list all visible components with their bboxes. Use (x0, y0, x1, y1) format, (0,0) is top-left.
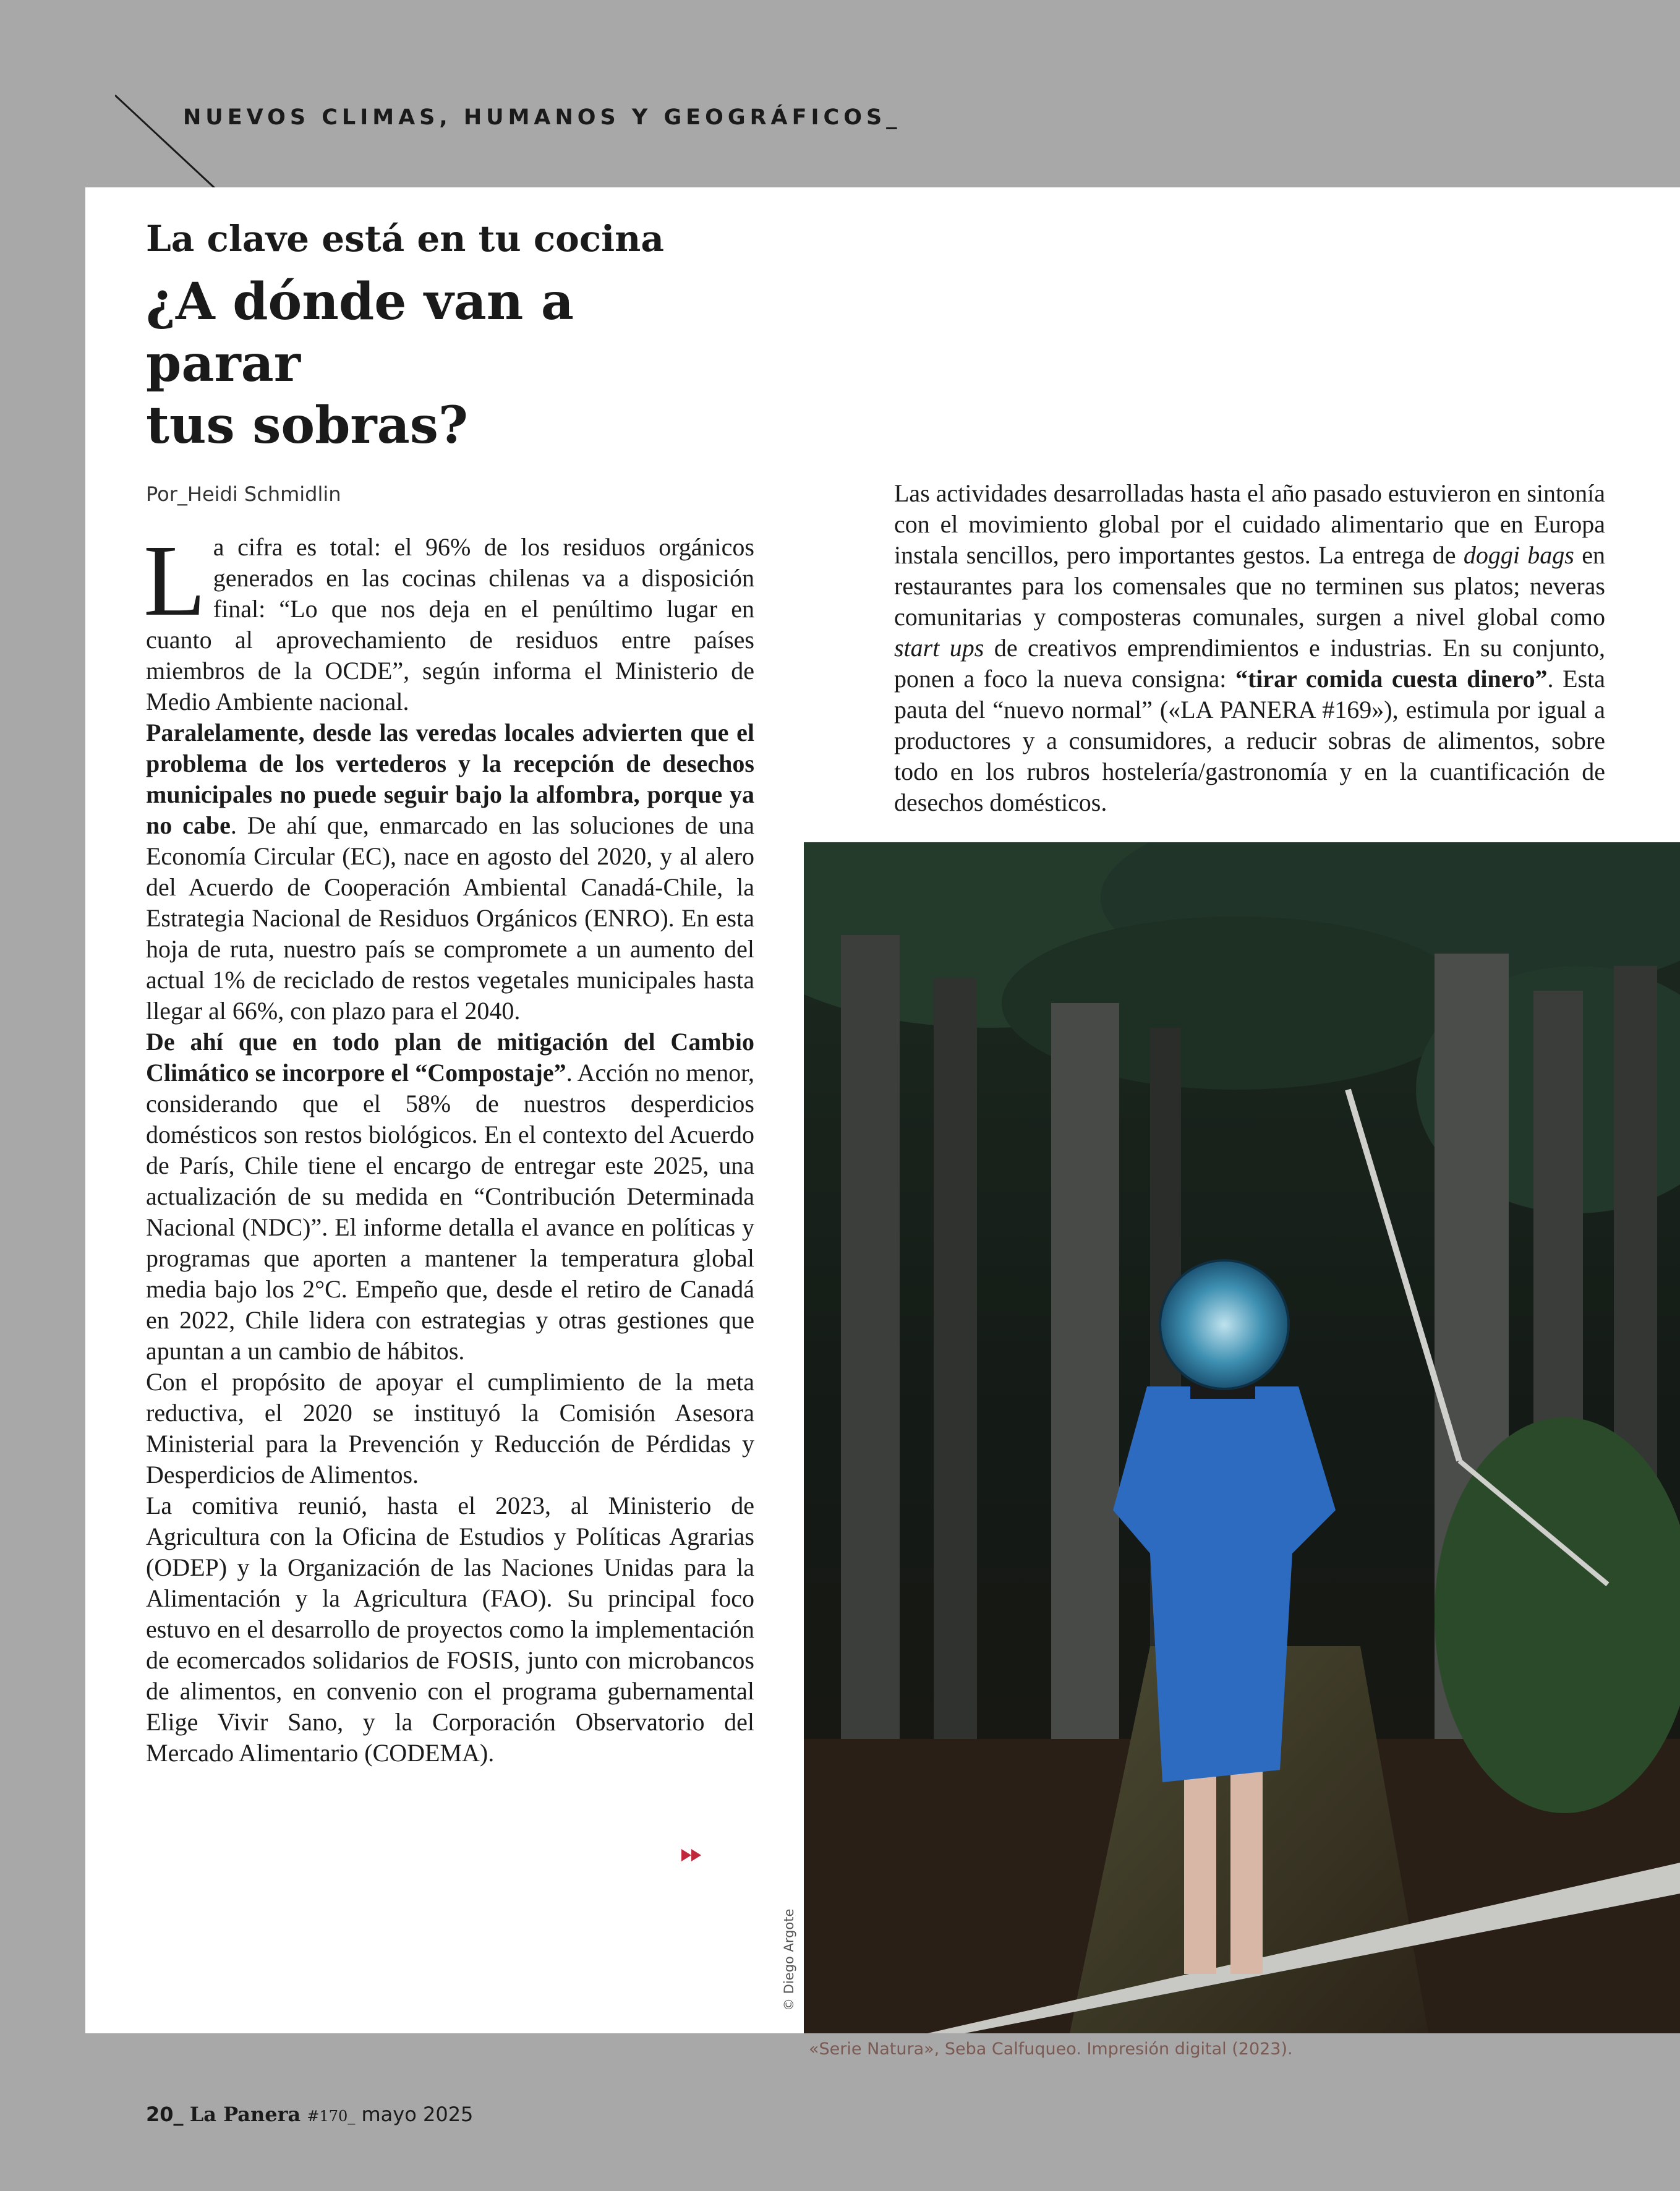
headline-line-1: ¿A dónde van a parar (146, 272, 574, 393)
paragraph-3 (146, 1027, 754, 1367)
byline: Por_Heidi Schmidlin (146, 482, 341, 506)
issue-number: #170_ (307, 2108, 356, 2125)
paragraph-3-bold: De ahí que en todo plan de mitigación del Cambio Climático se incorpore el “Compostaje” (146, 1028, 754, 1087)
article-headline (146, 271, 702, 456)
photo-caption: «Serie Natura», Seba Calfuqueo. Impresión digital (2023). (809, 2039, 1293, 2059)
right-bold-slogan: “tirar comida cuesta dinero” (1235, 665, 1548, 693)
right-paragraph (894, 478, 1605, 818)
issue-date: mayo 2025 (361, 2103, 474, 2126)
drop-cap: L (143, 524, 206, 637)
magazine-name: La Panera (189, 2103, 301, 2126)
paragraph-2 (146, 717, 754, 1027)
paragraph-1 (143, 524, 754, 717)
paragraph-2-bold: Paralelamente, desde las veredas locales advierten que el problema de los vertederos y la recepción de desechos municipales no puede seguir bajo la alfombra, porque ya no cabe (146, 719, 754, 839)
article-kicker: La clave está en tu cocina (146, 218, 664, 260)
continue-arrows-icon (680, 1848, 705, 1863)
headline-line-2: tus sobras? (146, 396, 468, 455)
forest-photo (804, 842, 1680, 2033)
paragraph-2-text: . De ahí que, enmarcado en las soluciones de una Economía Circular (EC), nace en agosto del 2020, y al alero del Acuerdo de Cooperación Ambiental Canadá-Chile, la Estrategia Nacional de Residuos Orgánicos (ENRO). En esta hoja de ruta, nuestro país se compromete a un aumento del actual 1% de reciclado de restos vegetales municipales hasta llegar al 66%, con plazo para el 2040. (146, 811, 754, 1025)
photo-credit: © Diego Argote (782, 1908, 796, 2011)
paragraph-3-text: . Acción no menor, considerando que el 58% de nuestros desperdicios domésticos son restos biológicos. En el contexto del Acuerdo de París, Chile tiene el encargo de entregar este 2025, una actualización de su medida en “Contribución Determinada Nacional (NDC)”. El informe detalla el avance en políticas y programas que aporten a mantener la temperatura global media bajo los 2°C. Empeño que, desde el retiro de Canadá en 2022, Chile lidera con estrategias y otras gestiones que apuntan a un cambio de hábitos. (146, 1059, 754, 1365)
right-italic-1: doggi bags (1463, 541, 1574, 569)
right-text-3: de creativos emprendimientos e industrias. En su conjunto, ponen a foco la nueva consigna: (894, 634, 1605, 693)
right-text-4: . Esta pauta del “nuevo normal” («LA PANERA #169»), estimula por igual a productores y a consumidores, a reducir sobras de alimentos, sobre todo en los rubros hostelería/gastronomía y en la cuantificación de desechos domésticos. (894, 665, 1605, 816)
page-number: 20_ (146, 2103, 184, 2126)
right-text-2: en restaurantes para los comensales que no terminen sus platos; neveras comunitarias y composteras comunales, surgen a nivel global como (894, 541, 1605, 631)
section-label: NUEVOS CLIMAS, HUMANOS Y GEOGRÁFICOS_ (183, 105, 902, 130)
paragraph-5: La comitiva reunió, hasta el 2023, al Ministerio de Agricultura con la Oficina de Estudios y Políticas Agrarias (ODEP) y la Organización de las Naciones Unidas para la Alimentación y la Agricultura (FAO). Su principal foco estuvo en el desarrollo de proyectos como la implementación de ecomercados solidarios de FOSIS, junto con microbancos de alimentos, en convenio con el programa gubernamental Elige Vivir Sano, y la Corporación Observatorio del Mercado Alimentario (CODEMA). (146, 1492, 754, 1767)
paragraph-1-text: a cifra es total: el 96% de los residuos orgánicos generados en las cocinas chilenas va a disposición final: “Lo que nos deja en el penúltimo lugar en cuanto al aprovechamiento de residuos entre países miembros de la OCDE”, según informa el Ministerio de Medio Ambiente nacional. (146, 533, 754, 715)
right-italic-2: start ups (894, 634, 984, 662)
paragraph-4: Con el propósito de apoyar el cumplimiento de la meta reductiva, el 2020 se instituyó la Comisión Asesora Ministerial para la Prevención y Reducción de Pérdidas y Desperdicios de Alimentos. (146, 1368, 754, 1488)
page-footer (146, 2103, 473, 2126)
right-column (894, 478, 1605, 818)
right-text-1: Las actividades desarrolladas hasta el año pasado estuvieron en sintonía con el movimiento global por el cuidado alimentario que en Europa instala sencillos, pero importantes gestos. La entrega de (894, 479, 1605, 569)
left-column (143, 524, 754, 1769)
